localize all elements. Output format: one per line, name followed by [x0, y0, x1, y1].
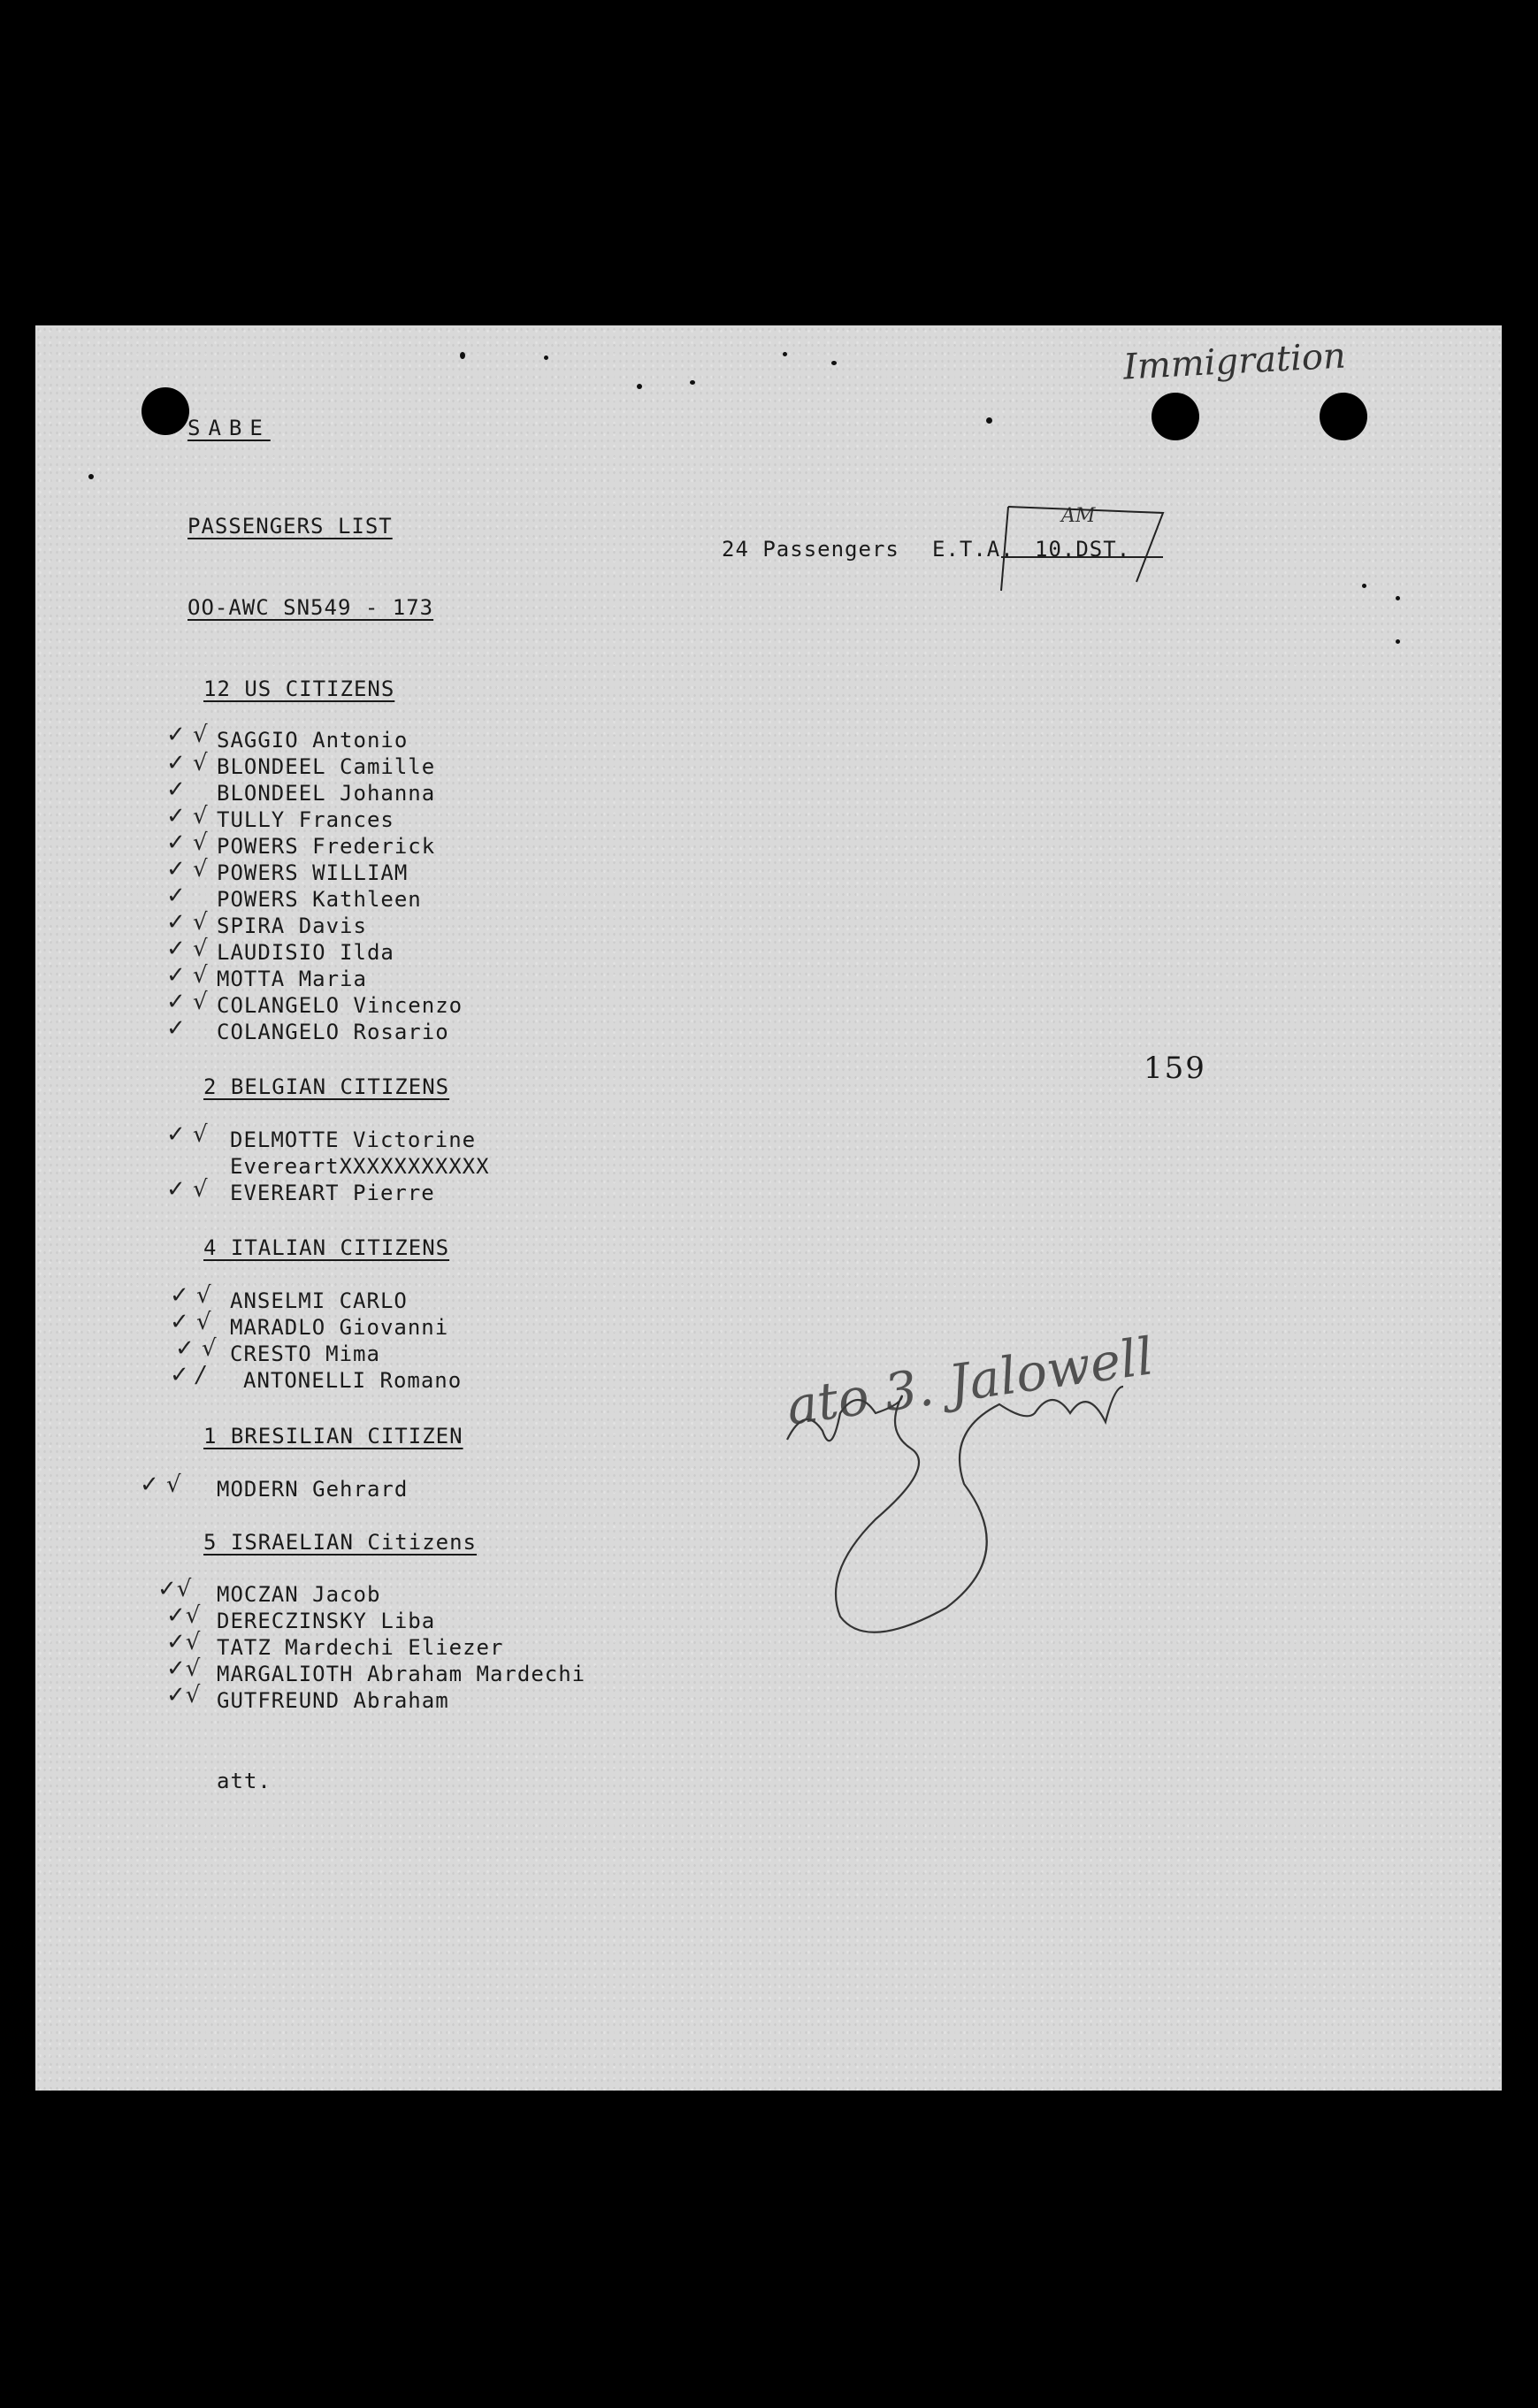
group-heading: 1 BRESILIAN CITIZEN [203, 1424, 463, 1449]
passenger-row: MARADLO Giovanni [230, 1315, 449, 1340]
passenger-row: MARGALIOTH Abraham Mardechi [217, 1662, 586, 1686]
passenger-row: SPIRA Davis [217, 914, 367, 938]
group-heading: 5 ISRAELIAN Citizens [203, 1530, 477, 1555]
check-mark: ✓ √ [166, 856, 208, 883]
check-mark: ✓ √ [166, 989, 208, 1015]
passenger-row: DERECZINSKY Liba [217, 1609, 436, 1633]
check-mark: ✓√ [166, 1655, 201, 1682]
signature: ato 3. Jalowell [783, 1326, 1158, 1437]
passenger-row-struck: EvereartXXXXXXXXXXX [230, 1154, 490, 1179]
passenger-row: TULLY Frances [217, 807, 394, 832]
group-heading: 4 ITALIAN CITIZENS [203, 1235, 450, 1260]
flight-number: OO-AWC SN549 - 173 [187, 595, 434, 620]
passenger-row: POWERS Frederick [217, 834, 436, 859]
passenger-row: POWERS Kathleen [217, 887, 422, 912]
eta-box-stroke [1001, 507, 1163, 591]
check-mark: ✓ √ [166, 829, 208, 856]
page-number: 159 [1144, 1051, 1206, 1086]
passenger-count: 24 Passengers [722, 537, 899, 562]
check-mark: ✓ [166, 776, 186, 803]
passenger-row: TATZ Mardechi Eliezer [217, 1635, 504, 1660]
check-mark: ✓ √ [166, 803, 208, 829]
passenger-row: COLANGELO Vincenzo [217, 993, 463, 1018]
eta-label: E.T.A. [932, 537, 1014, 562]
check-mark: ✓ √ [166, 962, 208, 989]
passenger-row: SAGGIO Antonio [217, 728, 409, 753]
check-mark: ✓ √ [166, 936, 208, 962]
footer-att: att. [217, 1769, 272, 1793]
check-mark: ✓ √ [170, 1309, 211, 1335]
check-mark: ✓ √ [175, 1335, 217, 1362]
passenger-row: ANTONELLI Romano [243, 1368, 463, 1393]
passenger-row: ANSELMI CARLO [230, 1288, 408, 1313]
airline-name: SABE [187, 416, 271, 440]
check-mark: ✓ [166, 1015, 186, 1042]
check-mark: ✓ [166, 883, 186, 909]
check-mark: ✓ / [170, 1362, 204, 1388]
passenger-row: POWERS WILLIAM [217, 860, 409, 885]
document-page [35, 325, 1502, 2091]
passenger-row: EVEREART Pierre [230, 1181, 435, 1205]
check-mark: ✓ √ [166, 909, 208, 936]
check-mark: ✓ √ [166, 1121, 208, 1148]
check-mark: ✓ √ [166, 1176, 208, 1203]
passenger-row: LAUDISIO Ilda [217, 940, 394, 965]
passenger-row: BLONDEEL Camille [217, 754, 436, 779]
group-heading: 12 US CITIZENS [203, 677, 395, 701]
handwriting-layer [35, 325, 1502, 2091]
passenger-row: COLANGELO Rosario [217, 1020, 449, 1044]
check-mark: ✓ √ [170, 1282, 211, 1309]
check-mark: ✓√ [166, 1682, 201, 1709]
passenger-row: MOCZAN Jacob [217, 1582, 381, 1607]
check-mark: ✓ √ [166, 722, 208, 748]
check-mark: ✓ √ [166, 750, 208, 776]
group-heading: 2 BELGIAN CITIZENS [203, 1074, 450, 1099]
passenger-row: GUTFREUND Abraham [217, 1688, 449, 1713]
eta-am-note: AM [1061, 505, 1096, 527]
check-mark: ✓√ [157, 1576, 192, 1602]
page-title: PASSENGERS LIST [187, 514, 393, 539]
handwritten-note: Immigration [1121, 335, 1347, 388]
passenger-row: MODERN Gehrard [217, 1477, 409, 1502]
passenger-row: DELMOTTE Victorine [230, 1128, 477, 1152]
eta-value: 10.DST. [1035, 537, 1131, 562]
check-mark: ✓√ [166, 1602, 201, 1629]
passenger-row: BLONDEEL Johanna [217, 781, 436, 806]
passenger-row: MOTTA Maria [217, 967, 367, 991]
passenger-row: CRESTO Mima [230, 1342, 380, 1366]
check-mark: ✓√ [166, 1629, 201, 1655]
check-mark: ✓ √ [140, 1472, 181, 1498]
